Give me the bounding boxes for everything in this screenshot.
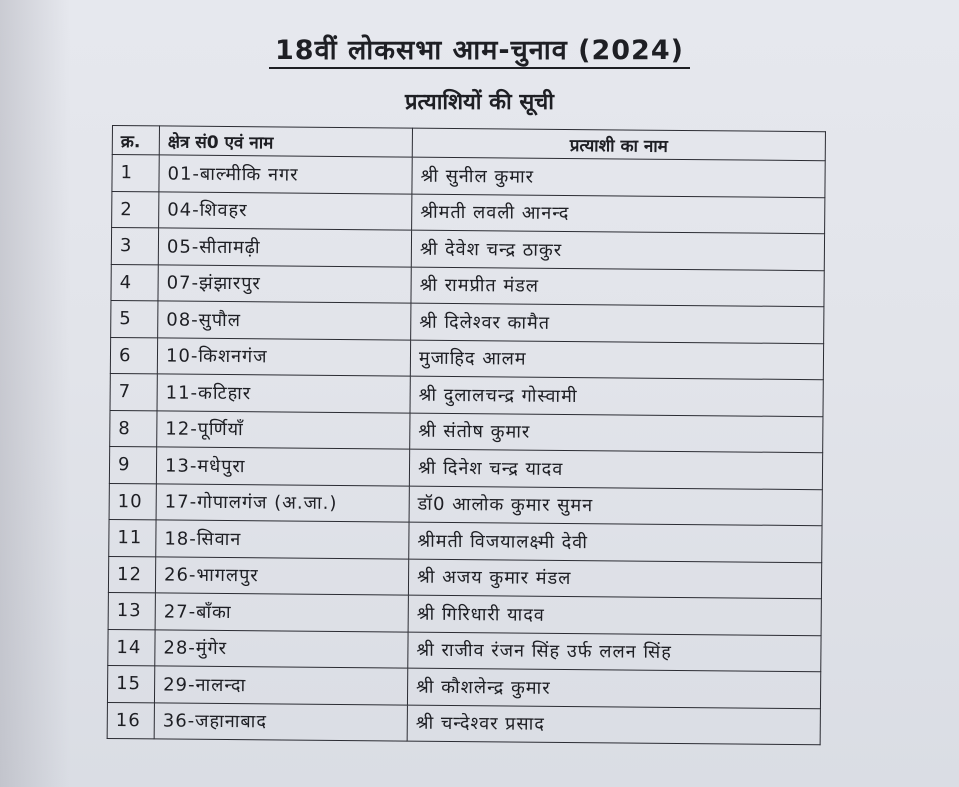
candidate-table bbox=[107, 125, 826, 745]
cell-candidate: श्री गिरिधारी यादव bbox=[408, 595, 821, 635]
table-row bbox=[109, 519, 822, 562]
cell-candidate: श्री रामप्रीत मंडल bbox=[411, 267, 824, 307]
cell-candidate: श्री कौशलेन्द्र कुमार bbox=[407, 668, 820, 708]
cell-candidate: श्री संतोष कुमार bbox=[410, 413, 823, 453]
cell-candidate: श्री चन्देश्वर प्रसाद bbox=[407, 705, 820, 745]
document-title bbox=[0, 30, 959, 67]
table-row bbox=[112, 155, 825, 198]
table-row bbox=[107, 702, 820, 745]
table-row bbox=[110, 373, 823, 416]
cell-candidate: श्रीमती विजयालक्ष्मी देवी bbox=[409, 522, 822, 562]
table-row bbox=[111, 300, 824, 343]
table-row bbox=[108, 556, 821, 599]
cell-constituency: 11-कटिहार bbox=[157, 374, 410, 413]
cell-serial: 11 bbox=[109, 519, 156, 556]
table-row bbox=[112, 191, 825, 234]
table-row bbox=[111, 264, 824, 307]
cell-serial: 9 bbox=[109, 446, 156, 483]
cell-serial: 14 bbox=[108, 629, 155, 666]
table-row bbox=[110, 337, 823, 380]
table-row bbox=[110, 410, 823, 453]
table-row bbox=[108, 592, 821, 635]
cell-serial: 5 bbox=[111, 300, 158, 337]
cell-constituency: 12-पूर्णियाँ bbox=[157, 410, 410, 449]
cell-serial: 2 bbox=[112, 191, 159, 228]
cell-serial: 1 bbox=[112, 155, 159, 192]
cell-constituency: 18-सिवान bbox=[156, 520, 409, 559]
cell-constituency: 01-बाल्मीकि नगर bbox=[159, 155, 412, 194]
cell-serial: 15 bbox=[107, 665, 154, 702]
table-row bbox=[111, 228, 824, 271]
document-subtitle: प्रत्याशियों की सूची bbox=[405, 90, 554, 115]
cell-constituency: 13-मधेपुरा bbox=[156, 447, 409, 486]
cell-serial: 13 bbox=[108, 592, 155, 629]
cell-constituency: 36-जहानाबाद bbox=[154, 702, 407, 741]
cell-constituency: 05-सीतामढ़ी bbox=[158, 228, 411, 267]
cell-candidate: श्री सुनील कुमार bbox=[412, 157, 825, 197]
cell-constituency: 10-किशनगंज bbox=[157, 337, 410, 376]
cell-constituency: 28-मुंगेर bbox=[155, 629, 408, 668]
header-constituency: क्षेत्र सं0 एवं नाम bbox=[159, 126, 412, 157]
cell-serial: 12 bbox=[108, 556, 155, 593]
cell-candidate: श्री दुलालचन्द्र गोस्वामी bbox=[410, 376, 823, 416]
cell-candidate: श्रीमती लवली आनन्द bbox=[412, 194, 825, 234]
cell-serial: 3 bbox=[111, 228, 158, 265]
table-row bbox=[107, 665, 820, 708]
cell-constituency: 08-सुपौल bbox=[158, 301, 411, 340]
table-body bbox=[107, 155, 825, 745]
cell-candidate: श्री देवेश चन्द्र ठाकुर bbox=[411, 230, 824, 270]
header-candidate: प्रत्याशी का नाम bbox=[412, 128, 825, 161]
cell-candidate: श्री दिलेश्वर कामैत bbox=[411, 303, 824, 343]
document-title-text: 18वीं लोकसभा आम-चुनाव (2024) bbox=[269, 35, 690, 69]
page-shadow bbox=[0, 0, 70, 787]
table-row bbox=[109, 483, 822, 526]
cell-serial: 10 bbox=[109, 483, 156, 520]
cell-candidate: श्री राजीव रंजन सिंह उर्फ ललन सिंह bbox=[408, 632, 821, 672]
candidate-table-wrapper bbox=[107, 125, 826, 745]
cell-serial: 8 bbox=[110, 410, 157, 447]
cell-constituency: 07-झंझारपुर bbox=[158, 264, 411, 303]
cell-candidate: श्री अजय कुमार मंडल bbox=[408, 559, 821, 599]
cell-constituency: 04-शिवहर bbox=[159, 191, 412, 230]
cell-serial: 16 bbox=[107, 702, 154, 739]
cell-candidate: मुजाहिद आलम bbox=[410, 340, 823, 380]
table-row bbox=[108, 629, 821, 672]
cell-serial: 4 bbox=[111, 264, 158, 301]
table-row bbox=[109, 446, 822, 489]
header-serial: क्र. bbox=[112, 126, 159, 155]
cell-candidate: डॉ0 आलोक कुमार सुमन bbox=[409, 486, 822, 526]
cell-constituency: 29-नालन्दा bbox=[154, 666, 407, 705]
cell-constituency: 17-गोपालगंज (अ.जा.) bbox=[156, 483, 409, 522]
cell-serial: 7 bbox=[110, 373, 157, 410]
cell-serial: 6 bbox=[110, 337, 157, 374]
cell-constituency: 26-भागलपुर bbox=[155, 556, 408, 595]
cell-constituency: 27-बाँका bbox=[155, 593, 408, 632]
cell-candidate: श्री दिनेश चन्द्र यादव bbox=[409, 449, 822, 489]
